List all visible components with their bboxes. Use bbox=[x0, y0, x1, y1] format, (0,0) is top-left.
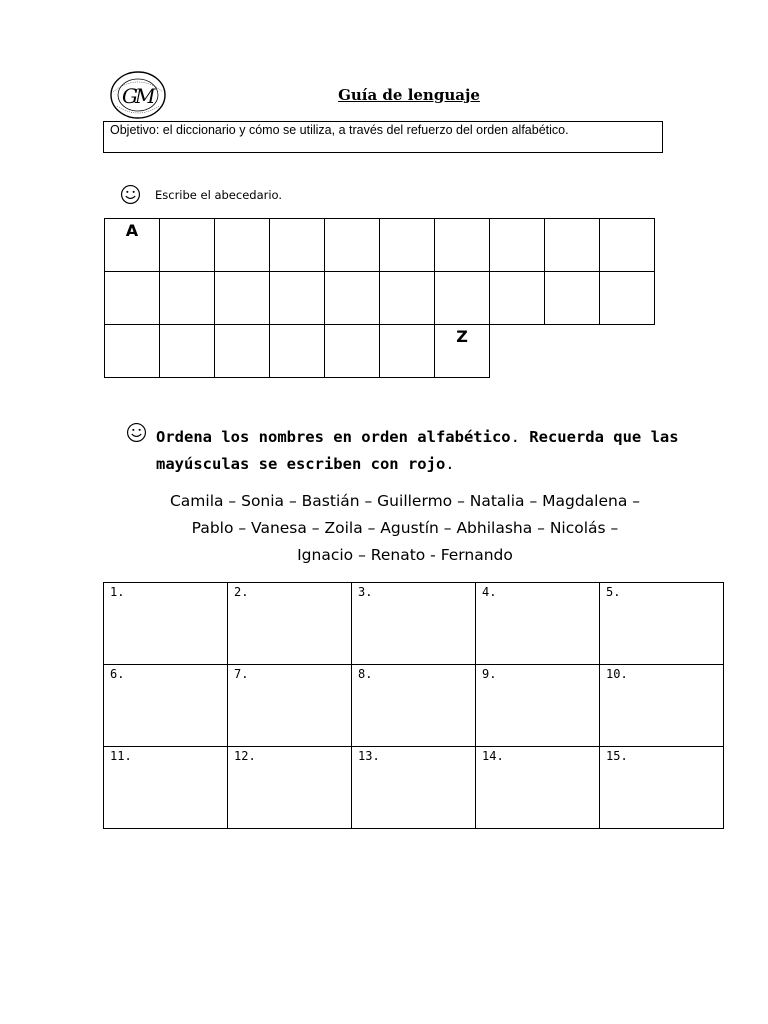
answer-cell[interactable]: 13. bbox=[352, 747, 476, 829]
alphabet-cell[interactable] bbox=[160, 219, 215, 272]
answer-cell[interactable]: 11. bbox=[104, 747, 228, 829]
alphabet-cell[interactable] bbox=[545, 219, 600, 272]
grid-blank bbox=[545, 325, 600, 378]
alphabet-cell-z[interactable]: Z bbox=[435, 325, 490, 378]
answer-cell[interactable]: 14. bbox=[476, 747, 600, 829]
grid-blank bbox=[600, 325, 655, 378]
alphabet-cell[interactable] bbox=[270, 325, 325, 378]
alphabet-grid bbox=[104, 218, 655, 378]
answer-cell[interactable]: 12. bbox=[228, 747, 352, 829]
answer-cell[interactable]: 1. bbox=[104, 583, 228, 665]
answer-cell[interactable]: 4. bbox=[476, 583, 600, 665]
alphabet-cell[interactable] bbox=[490, 219, 545, 272]
alphabet-cell[interactable] bbox=[380, 325, 435, 378]
answer-cell[interactable]: 6. bbox=[104, 665, 228, 747]
alphabet-cell[interactable] bbox=[545, 272, 600, 325]
answer-cell[interactable]: 8. bbox=[352, 665, 476, 747]
svg-text:G: G bbox=[122, 84, 138, 108]
names-line: Pablo – Vanesa – Zoila – Agustín – Abhilasha – Nicolás – bbox=[191, 519, 619, 537]
alphabet-cell[interactable] bbox=[600, 272, 655, 325]
alphabet-cell[interactable] bbox=[325, 272, 380, 325]
alphabet-cell[interactable] bbox=[380, 272, 435, 325]
alphabet-cell[interactable] bbox=[105, 272, 160, 325]
grid-blank bbox=[490, 325, 545, 378]
names-list bbox=[140, 488, 670, 569]
answer-grid bbox=[103, 582, 724, 829]
svg-text:M: M bbox=[135, 84, 156, 108]
names-line: Camila – Sonia – Bastián – Guillermo – Natalia – Magdalena – bbox=[169, 492, 641, 510]
page-title: Guía de lenguaje bbox=[338, 86, 480, 104]
alphabet-cell[interactable] bbox=[435, 272, 490, 325]
order-instruction-part2: Recuerda que las mayúsculas se escriben con rojo bbox=[156, 428, 679, 473]
answer-cell[interactable]: 5. bbox=[600, 583, 724, 665]
objective-box: Objetivo: el diccionario y cómo se utiliza, a través del refuerzo del orden alfabético. bbox=[103, 121, 663, 153]
order-instruction-part1: Ordena los nombres en orden alfabético bbox=[156, 428, 511, 446]
alphabet-cell[interactable] bbox=[105, 325, 160, 378]
order-instruction: Ordena los nombres en orden alfabético. Recuerda que las mayúsculas se escriben con rojo. bbox=[156, 428, 679, 473]
alphabet-cell[interactable] bbox=[215, 272, 270, 325]
answer-cell[interactable]: 2. bbox=[228, 583, 352, 665]
alphabet-instruction: Escribe el abecedario. bbox=[155, 188, 283, 202]
alphabet-cell[interactable] bbox=[270, 272, 325, 325]
answer-cell[interactable]: 3. bbox=[352, 583, 476, 665]
alphabet-cell[interactable] bbox=[435, 219, 490, 272]
alphabet-cell[interactable] bbox=[325, 219, 380, 272]
alphabet-cell[interactable] bbox=[215, 325, 270, 378]
names-line: Ignacio – Renato - Fernando bbox=[297, 546, 513, 564]
alphabet-cell[interactable] bbox=[160, 272, 215, 325]
answer-cell[interactable]: 9. bbox=[476, 665, 600, 747]
alphabet-cell[interactable] bbox=[490, 272, 545, 325]
alphabet-cell[interactable] bbox=[215, 219, 270, 272]
smiley-icon bbox=[120, 184, 141, 205]
alphabet-cell[interactable] bbox=[380, 219, 435, 272]
alphabet-cell[interactable] bbox=[325, 325, 380, 378]
alphabet-cell-a[interactable]: A bbox=[105, 219, 160, 272]
alphabet-cell[interactable] bbox=[270, 219, 325, 272]
alphabet-cell[interactable] bbox=[160, 325, 215, 378]
answer-cell[interactable]: 15. bbox=[600, 747, 724, 829]
smiley-icon bbox=[126, 422, 147, 443]
alphabet-cell[interactable] bbox=[600, 219, 655, 272]
answer-cell[interactable]: 7. bbox=[228, 665, 352, 747]
answer-cell[interactable]: 10. bbox=[600, 665, 724, 747]
